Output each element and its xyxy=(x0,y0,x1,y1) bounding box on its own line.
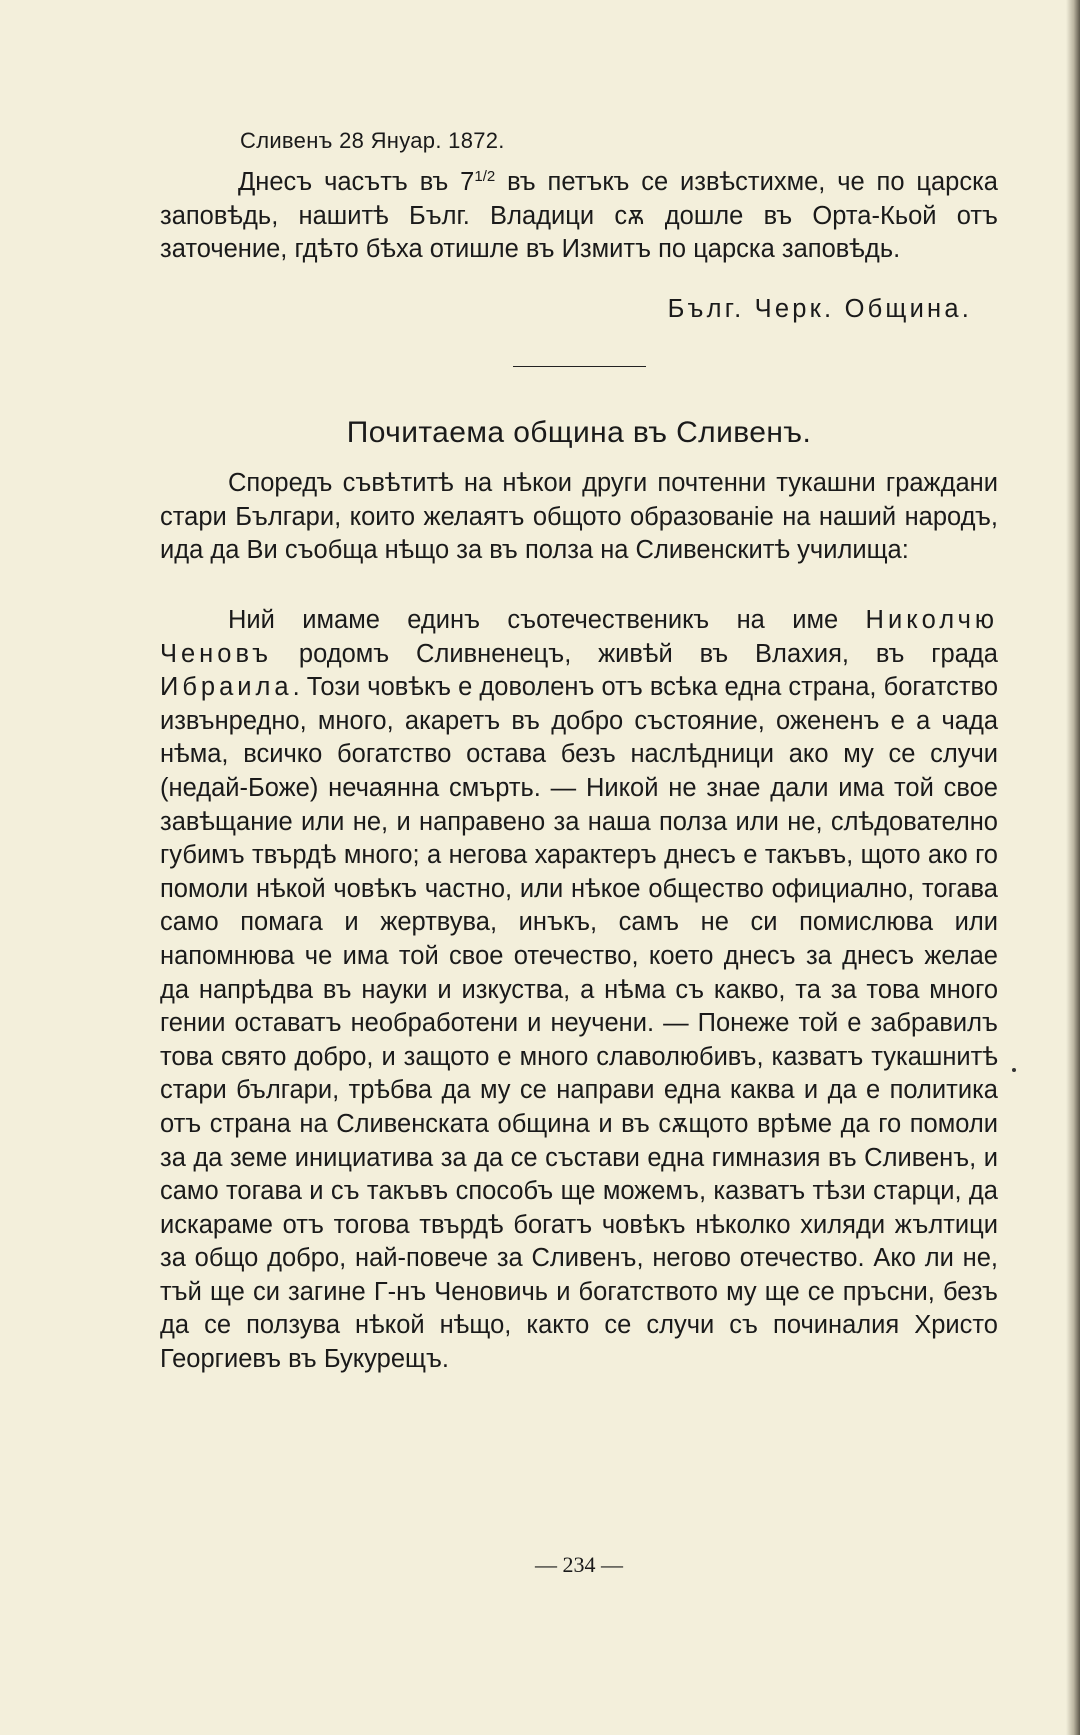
letter-2-heading: Почитаема община въ Сливенъ. xyxy=(346,416,812,449)
person-name: Николчю Ченовъ xyxy=(160,606,998,668)
page-number: — 234 — xyxy=(535,1552,623,1577)
letter-1-intro: Днесъ часътъ въ 7 xyxy=(238,168,475,196)
page-edge-shadow xyxy=(1066,0,1080,1735)
letter-1-text xyxy=(160,160,998,267)
letter-1-signature: Бълг. Черк. Община. xyxy=(667,295,972,323)
section-divider xyxy=(513,366,646,367)
fraction: 1/2 xyxy=(474,168,496,185)
ink-speck xyxy=(1012,1068,1016,1072)
p2-text-b: родомъ Сливненецъ, живѣй въ Влахия, въ града xyxy=(272,639,998,668)
p2-text-c: . Този човѣкъ е доволенъ отъ всѣка една страна, богатство извънредно, много, акаретъ въ добро състояние, ожененъ е а чада нѣма, всичко богатство остава безъ наслѣдници ако му се случи (недай-Боже) нечаянна смърть. — Никой не знае дали има той свое завѣщание или не, и направено за наша полза или не, слѣдователно губимъ твърдѣ много; а негова характеръ днесъ е такъвъ, щото ако го помоли нѣкой човѣкъ частно, или нѣкое общество официално, тогава само помага и жертвува, инъкъ, самъ не си помислюва или напомнюва че има той свое отечество, което днесъ за днесъ желае да напрѣдва въ науки и изкуства, а нѣма съ какво, та за това много гении оставатъ необработени и неучени. — Понеже той е забравилъ това свято добро, и защото е много славолюбивъ, казватъ тукашнитѣ стари българи, трѣбва да му се направи една каква и да е политика отъ страна на Сливенската община и въ сѫщото врѣме да го помоли за да земе инициатива за да се състави една гимназия въ Сливенъ, и само тогава и съ такъвъ способъ ще можемъ, казватъ тѣзи старци, да искараме отъ тогова твърдѣ богатъ човѣкъ нѣколко хиляди жълтици за общо добро, най-повече за Сливенъ, негово отечество. Ако ли не, тъй ще си загине Г-нъ Ченовичь и богатството му ще се пръсни, безъ да се ползува нѣкой нѣщо, както се случи съ починалия Христо Георгиевъ въ Букурещъ. xyxy=(160,673,998,1374)
letter-1-body: въ петъкъ се извѣстихме, че по царска заповѣдь, нашитѣ Бълг. Владици сѫ дошле въ Орта-Кьой отъ заточение, гдѣто бѣха отишле въ Измитъ по царска заповѣдь. xyxy=(160,168,998,264)
letter-2-paragraph-2 xyxy=(160,604,998,1377)
city-name: Ибраила xyxy=(160,673,293,702)
p2-text-a: Ний имаме единъ съотечественикъ на име xyxy=(228,606,866,634)
letter-2-paragraph-1: Споредъ съвѣтитѣ на нѣкои други почтенни тукашни граждани стари Българи, които желаятъ общото образованіе на наший народъ, ида да Ви съобща нѣщо за въ полза на Сливенскитѣ училища: xyxy=(160,469,998,565)
dateline: Сливенъ 28 Януар. 1872. xyxy=(240,128,505,153)
